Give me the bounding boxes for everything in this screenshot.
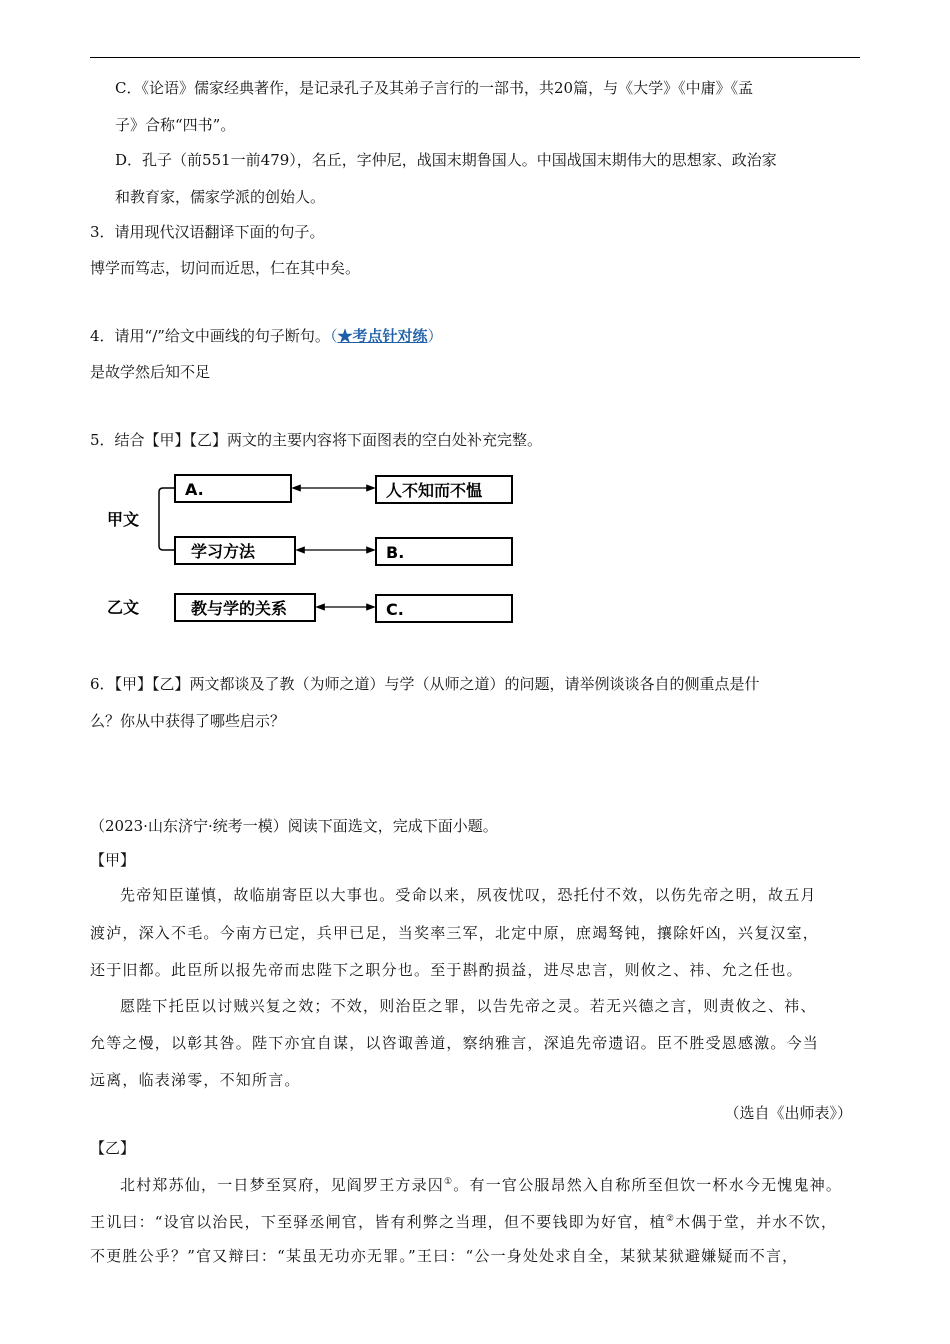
jia-p1-line2: 渡泸，深入不毛。今南方已定，兵甲已足，当奖率三军，北定中原，庶竭驽钝，攘除奸凶，兴复汉室， — [90, 924, 820, 942]
q3-sentence: 博学而笃志，切问而近思，仁在其中矣。 — [90, 259, 361, 277]
box-study-label: 学习方法 — [191, 542, 256, 561]
footnote-1: ① — [444, 1177, 454, 1187]
relationship-diagram — [105, 468, 525, 628]
jia-title: 【甲】 — [90, 851, 136, 869]
practice-link[interactable]: ★考点针对练 — [337, 327, 428, 345]
yi-label: 乙文 — [107, 598, 140, 617]
header-rule — [90, 57, 860, 58]
yi-line1 — [120, 1171, 842, 1196]
q4-prompt-row — [90, 325, 442, 347]
yi-line1-b: 。有一官公服昂然入自称所至但饮一杯水今无愧鬼神。 — [453, 1176, 843, 1194]
jia-source: （选自《出师表》） — [724, 1104, 852, 1122]
box-b-label: B. — [386, 543, 405, 562]
q4-sentence: 是故学然后知不足 — [90, 363, 211, 381]
yi-line2-b: 木偶于堂，并水不饮， — [675, 1213, 838, 1231]
jia-p1-line3: 还于旧都。此臣所以报先帝而忠陛下之职分也。至于斟酌损益，进尽忠言，则攸之、祎、允之任也。 — [90, 961, 803, 979]
jia-p2-line1: 愿陛下托臣以讨贼兴复之效；不效，则治臣之罪，以告先帝之灵。若无兴德之言，则责攸之、祎、 — [120, 997, 817, 1015]
link-close-paren: ） — [427, 327, 443, 345]
box-a-label: A. — [185, 480, 204, 499]
q5-prompt: 5．结合【甲】【乙】两文的主要内容将下面图表的空白处补充完整。 — [90, 431, 543, 449]
yi-title: 【乙】 — [90, 1139, 136, 1157]
box-a-right-label: 人不知而不愠 — [386, 481, 483, 500]
box-c-label: C. — [386, 600, 404, 619]
q3-prompt: 3．请用现代汉语翻译下面的句子。 — [90, 223, 325, 241]
jia-label: 甲文 — [107, 510, 140, 529]
box-teach-label: 教与学的关系 — [191, 599, 288, 618]
yi-line3: 不更胜公乎？”官又辩曰：“某虽无功亦无罪。”王曰：“公一身处处求自全，某狱某狱避嫌疑而不言， — [90, 1247, 799, 1265]
link-open-paren: （ — [329, 327, 338, 345]
jia-p1-line1: 先帝知臣谨慎，故临崩寄臣以大事也。受命以来，夙夜忧叹，恐托付不效，以伤先帝之明，故五月 — [120, 886, 817, 904]
jia-bracket — [159, 488, 175, 550]
q4-prompt: 4．请用“/”给文中画线的句子断句。 — [90, 327, 330, 345]
option-c-line1: C．《论语》儒家经典著作，是记录孔子及其弟子言行的一部书，共20篇，与《大学》《中庸》《孟 — [115, 79, 754, 97]
q6-line2: 么？你从中获得了哪些启示？ — [90, 712, 286, 730]
section-intro: （2023·山东济宁·统考一模）阅读下面选文，完成下面小题。 — [90, 817, 498, 835]
jia-p2-line3: 远离，临表涕零，不知所言。 — [90, 1071, 301, 1089]
q6-line1: 6．【甲】【乙】两文都谈及了教（为师之道）与学（从师之道）的问题，请举例谈谈各自的侧重点是什 — [90, 675, 760, 693]
yi-line2-a: 王讥曰：“设官以治民，下至驿丞闸官，皆有利弊之当理，但不要钱即为好官，植 — [90, 1213, 666, 1231]
yi-line2 — [90, 1208, 837, 1233]
footnote-2: ② — [665, 1214, 676, 1224]
option-d-line2: 和教育家，儒家学派的创始人。 — [115, 188, 326, 206]
yi-line1-a: 北村郑苏仙，一日梦至冥府，见阎罗王方录囚 — [120, 1176, 445, 1194]
option-c-line2: 子》合称“四书”。 — [115, 116, 236, 134]
jia-p2-line2: 允等之慢，以彰其咎。陛下亦宜自谋，以咨诹善道，察纳雅言，深追先帝遗诏。臣不胜受恩感激。今当 — [90, 1034, 820, 1052]
option-d-line1: D．孔子（前551一前479），名丘，字仲尼，战国末期鲁国人。中国战国末期伟大的思想家、政治家 — [115, 151, 777, 169]
